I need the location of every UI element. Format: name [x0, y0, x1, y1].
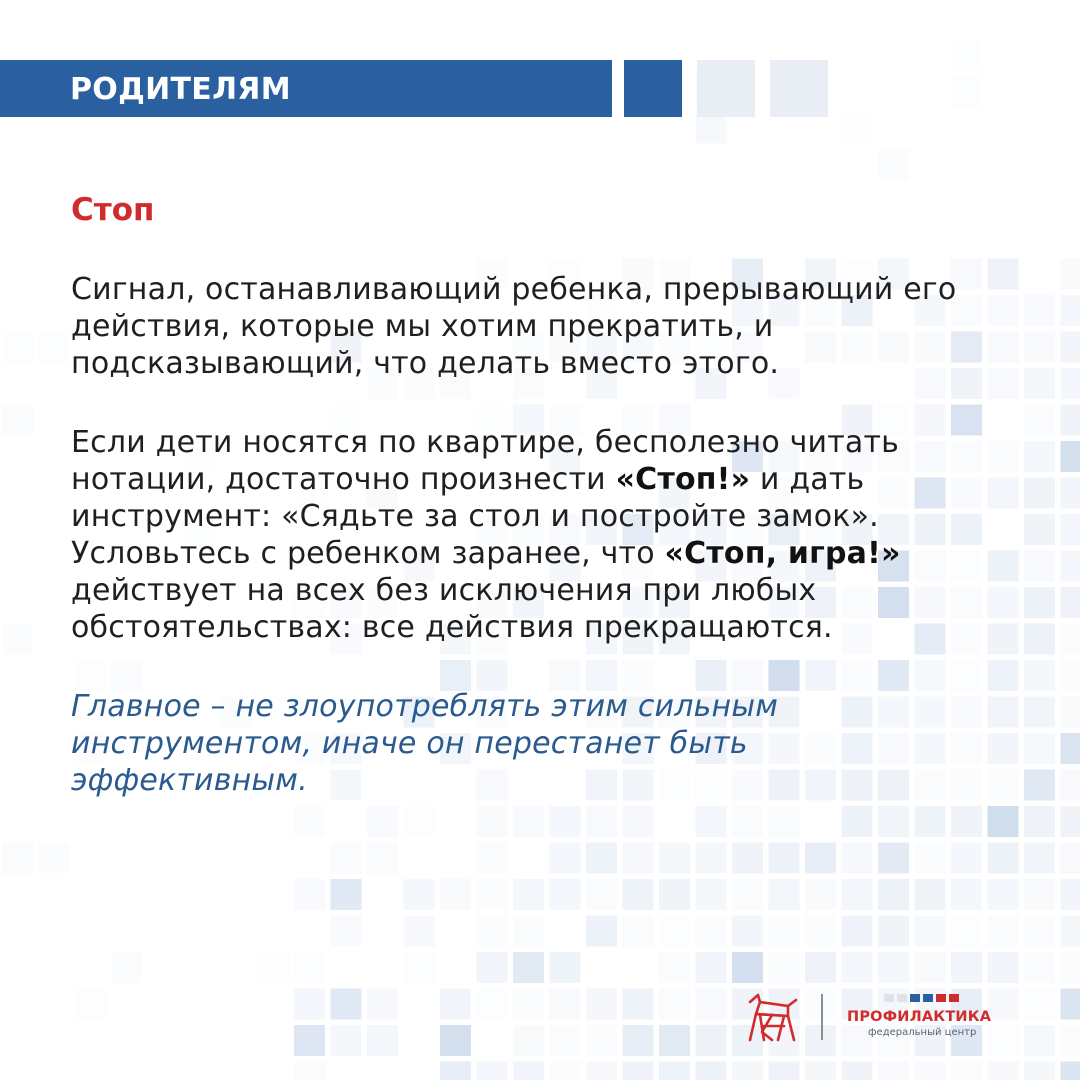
- bold-phrase: «Стоп!»: [615, 462, 751, 497]
- logo-square: [949, 994, 959, 1002]
- pixel-tile: [915, 916, 946, 947]
- pixel-tile: [988, 770, 1019, 801]
- pixel-tile: [988, 879, 1019, 910]
- pixel-tile: [513, 1062, 544, 1080]
- logo-square: [910, 994, 920, 1002]
- pixel-tile: [1061, 806, 1080, 837]
- pixel-tile: [1024, 843, 1055, 874]
- pixel-tile: [331, 879, 362, 910]
- pixel-tile: [988, 368, 1019, 399]
- pixel-tile: [1061, 332, 1080, 363]
- pixel-tile: [842, 113, 873, 144]
- pixel-tile: [1061, 770, 1080, 801]
- pixel-tile: [623, 916, 654, 947]
- pixel-tile: [915, 879, 946, 910]
- pixel-tile: [404, 916, 435, 947]
- logo-square: [936, 994, 946, 1002]
- pixel-tile: [696, 1025, 727, 1056]
- pixel-tile: [2, 843, 33, 874]
- pixel-tile: [513, 879, 544, 910]
- pixel-tile: [1061, 916, 1080, 947]
- header-square-light: [770, 60, 828, 117]
- pixel-tile: [1061, 660, 1080, 691]
- pixel-tile: [2, 405, 33, 436]
- pixel-tile: [294, 879, 325, 910]
- pixel-tile: [1061, 295, 1080, 326]
- logo-color-squares: [884, 994, 959, 1002]
- pixel-tile: [39, 332, 70, 363]
- pixel-tile: [294, 1062, 325, 1080]
- pixel-tile: [1024, 441, 1055, 472]
- pixel-tile: [294, 806, 325, 837]
- pixel-tile: [513, 806, 544, 837]
- pixel-tile: [659, 879, 690, 910]
- pixel-tile: [988, 478, 1019, 509]
- pixel-tile: [440, 989, 471, 1020]
- logo-divider: [821, 994, 823, 1040]
- logo-name: ПРОФИЛАКТИКА: [847, 1009, 992, 1025]
- pixel-tile: [513, 1025, 544, 1056]
- pixel-tile: [696, 113, 727, 144]
- pixel-tile: [988, 551, 1019, 582]
- pixel-tile: [1024, 989, 1055, 1020]
- pixel-tile: [842, 879, 873, 910]
- pixel-tile: [988, 332, 1019, 363]
- profilaktika-logo: [744, 990, 1004, 1046]
- pixel-tile: [404, 879, 435, 910]
- pixel-tile: [1024, 1025, 1055, 1056]
- pixel-tile: [878, 1062, 909, 1080]
- pixel-tile: [842, 806, 873, 837]
- pixel-tile: [842, 916, 873, 947]
- pixel-tile: [367, 843, 398, 874]
- pixel-tile: [477, 989, 508, 1020]
- pixel-tile: [805, 916, 836, 947]
- pixel-tile: [477, 952, 508, 983]
- section-title: Стоп: [71, 192, 155, 228]
- pixel-tile: [586, 989, 617, 1020]
- pixel-tile: [1024, 806, 1055, 837]
- pixel-tile: [1024, 660, 1055, 691]
- pixel-tile: [112, 952, 143, 983]
- pixel-tile: [1024, 916, 1055, 947]
- pixel-tile: [294, 989, 325, 1020]
- pixel-tile: [367, 806, 398, 837]
- pixel-tile: [294, 1025, 325, 1056]
- pixel-tile: [367, 1025, 398, 1056]
- pixel-tile: [988, 952, 1019, 983]
- pixel-tile: [988, 587, 1019, 618]
- pixel-tile: [951, 806, 982, 837]
- pixel-tile: [1061, 697, 1080, 728]
- pixel-tile: [878, 916, 909, 947]
- pixel-tile: [367, 989, 398, 1020]
- pixel-tile: [1061, 1062, 1080, 1080]
- logo-subtitle: федеральный центр: [868, 1027, 977, 1038]
- pixel-tile: [1024, 879, 1055, 910]
- pixel-tile: [513, 952, 544, 983]
- header-band: [0, 60, 612, 117]
- pixel-tile: [258, 952, 289, 983]
- paragraph-definition: Сигнал, останавливающий ребенка, прерывающий его действия, которые мы хотим прекратить, и подсказывающий, что делать вместо этого.: [71, 272, 957, 381]
- paragraph-example: [71, 424, 971, 646]
- pixel-tile: [1061, 879, 1080, 910]
- pixel-tile: [440, 1062, 471, 1080]
- pixel-tile: [769, 1062, 800, 1080]
- pixel-tile: [513, 989, 544, 1020]
- pixel-tile: [1024, 332, 1055, 363]
- pixel-tile: [623, 843, 654, 874]
- pixel-tile: [696, 916, 727, 947]
- pixel-tile: [550, 1062, 581, 1080]
- pixel-tile: [440, 1025, 471, 1056]
- pixel-tile: [842, 952, 873, 983]
- pixel-tile: [769, 952, 800, 983]
- bold-phrase: «Стоп, игра!»: [664, 536, 901, 571]
- pixel-tile: [586, 843, 617, 874]
- pixel-tile: [1024, 770, 1055, 801]
- pixel-tile: [732, 843, 763, 874]
- pixel-tile: [878, 149, 909, 180]
- main-content: [71, 188, 971, 799]
- pixel-tile: [769, 879, 800, 910]
- pixel-tile: [805, 952, 836, 983]
- pixel-tile: [769, 916, 800, 947]
- paragraph-note: Главное – не злоупотреблять этим сильным инструментом, иначе он перестанет быть эффективным.: [71, 689, 779, 798]
- pixel-tile: [586, 806, 617, 837]
- pixel-tile: [842, 1062, 873, 1080]
- pixel-tile: [586, 1062, 617, 1080]
- pixel-tile: [331, 843, 362, 874]
- pixel-tile: [331, 916, 362, 947]
- pixel-tile: [732, 952, 763, 983]
- pixel-tile: [988, 259, 1019, 290]
- pixel-tile: [477, 843, 508, 874]
- pixel-tile: [988, 806, 1019, 837]
- pixel-tile: [696, 1062, 727, 1080]
- pixel-tile: [878, 806, 909, 837]
- pixel-tile: [1024, 514, 1055, 545]
- pixel-tile: [1061, 733, 1080, 764]
- pixel-tile: [696, 989, 727, 1020]
- pixel-tile: [659, 1025, 690, 1056]
- pixel-tile: [39, 843, 70, 874]
- pixel-tile: [623, 1025, 654, 1056]
- pixel-tile: [1024, 587, 1055, 618]
- pixel-tile: [915, 843, 946, 874]
- pixel-tile: [331, 989, 362, 1020]
- header-title: РОДИТЕЛЯМ: [70, 72, 291, 107]
- pixel-tile: [732, 879, 763, 910]
- pixel-tile: [550, 806, 581, 837]
- pixel-tile: [878, 952, 909, 983]
- pixel-tile: [659, 989, 690, 1020]
- pixel-tile: [951, 40, 982, 71]
- pixel-tile: [951, 1062, 982, 1080]
- pixel-tile: [659, 916, 690, 947]
- logo-square: [897, 994, 907, 1002]
- pixel-tile: [1061, 441, 1080, 472]
- pixel-tile: [915, 1062, 946, 1080]
- pixel-tile: [586, 1025, 617, 1056]
- pixel-tile: [659, 843, 690, 874]
- pixel-tile: [1061, 1025, 1080, 1056]
- pixel-tile: [550, 989, 581, 1020]
- pixel-tile: [623, 806, 654, 837]
- pixel-tile: [550, 879, 581, 910]
- pixel-tile: [477, 806, 508, 837]
- pixel-tile: [1061, 368, 1080, 399]
- pixel-tile: [2, 624, 33, 655]
- pixel-tile: [550, 952, 581, 983]
- pixel-tile: [513, 916, 544, 947]
- pixel-tile: [550, 843, 581, 874]
- pixel-tile: [988, 624, 1019, 655]
- pixel-tile: [842, 843, 873, 874]
- pixel-tile: [404, 806, 435, 837]
- pixel-tile: [1024, 295, 1055, 326]
- pixel-tile: [988, 441, 1019, 472]
- pixel-tile: [951, 952, 982, 983]
- logo-square: [923, 994, 933, 1002]
- pixel-tile: [1061, 514, 1080, 545]
- pixel-tile: [1024, 733, 1055, 764]
- pixel-tile: [951, 76, 982, 107]
- pixel-tile: [659, 952, 690, 983]
- pixel-tile: [586, 879, 617, 910]
- pixel-tile: [1024, 697, 1055, 728]
- pixel-tile: [988, 843, 1019, 874]
- pixel-tile: [951, 843, 982, 874]
- pixel-tile: [696, 843, 727, 874]
- pixel-tile: [586, 916, 617, 947]
- pixel-tile: [1024, 624, 1055, 655]
- pixel-tile: [915, 952, 946, 983]
- pixel-tile: [1061, 405, 1080, 436]
- pixel-tile: [1061, 843, 1080, 874]
- pixel-tile: [1061, 624, 1080, 655]
- pixel-tile: [1061, 952, 1080, 983]
- pixel-tile: [1024, 952, 1055, 983]
- pixel-tile: [696, 879, 727, 910]
- pixel-tile: [477, 1062, 508, 1080]
- pixel-tile: [1061, 478, 1080, 509]
- logo-square: [884, 994, 894, 1002]
- pixel-tile: [75, 989, 106, 1020]
- pixel-tile: [1061, 259, 1080, 290]
- pixel-tile: [477, 916, 508, 947]
- pixel-tile: [440, 879, 471, 910]
- pixel-tile: [696, 806, 727, 837]
- pixel-tile: [769, 843, 800, 874]
- pixel-tile: [331, 1025, 362, 1056]
- pixel-tile: [805, 1062, 836, 1080]
- pixel-tile: [1061, 551, 1080, 582]
- pixel-tile: [769, 806, 800, 837]
- pixel-tile: [550, 1025, 581, 1056]
- pixel-tile: [732, 916, 763, 947]
- pixel-tile: [1024, 478, 1055, 509]
- pixel-tile: [988, 733, 1019, 764]
- pixel-tile: [1061, 989, 1080, 1020]
- pixel-tile: [951, 879, 982, 910]
- pixel-tile: [1061, 587, 1080, 618]
- paragraph-text: и дать инструмент: «Сядьте за стол и постройте замок». Условьтесь с ребенком заранее, что: [71, 462, 879, 571]
- pixel-tile: [404, 952, 435, 983]
- pixel-tile: [915, 806, 946, 837]
- paragraph-text: Если дети носятся по квартире, бесполезно читать нотации, достаточно произнести: [71, 425, 900, 497]
- pixel-tile: [988, 295, 1019, 326]
- header-square-blue: [624, 60, 682, 117]
- header-square-light: [697, 60, 755, 117]
- pixel-tile: [805, 843, 836, 874]
- pixel-tile: [951, 916, 982, 947]
- pixel-tile: [696, 952, 727, 983]
- pixel-tile: [1024, 1062, 1055, 1080]
- pixel-tile: [623, 1062, 654, 1080]
- pixel-tile: [988, 916, 1019, 947]
- pixel-tile: [477, 879, 508, 910]
- pixel-tile: [1024, 405, 1055, 436]
- pixel-tile: [988, 660, 1019, 691]
- pixel-tile: [2, 332, 33, 363]
- pixel-tile: [988, 1062, 1019, 1080]
- horse-icon: [744, 992, 800, 1042]
- pixel-tile: [988, 697, 1019, 728]
- pixel-tile: [878, 879, 909, 910]
- pixel-tile: [732, 1062, 763, 1080]
- pixel-tile: [805, 879, 836, 910]
- pixel-tile: [732, 806, 763, 837]
- pixel-tile: [623, 989, 654, 1020]
- pixel-tile: [294, 952, 325, 983]
- pixel-tile: [659, 1062, 690, 1080]
- pixel-tile: [878, 843, 909, 874]
- pixel-tile: [1024, 368, 1055, 399]
- paragraph-text: действует на всех без исключения при любых обстоятельствах: все действия прекращаются.: [71, 573, 833, 645]
- pixel-tile: [1024, 551, 1055, 582]
- pixel-tile: [623, 879, 654, 910]
